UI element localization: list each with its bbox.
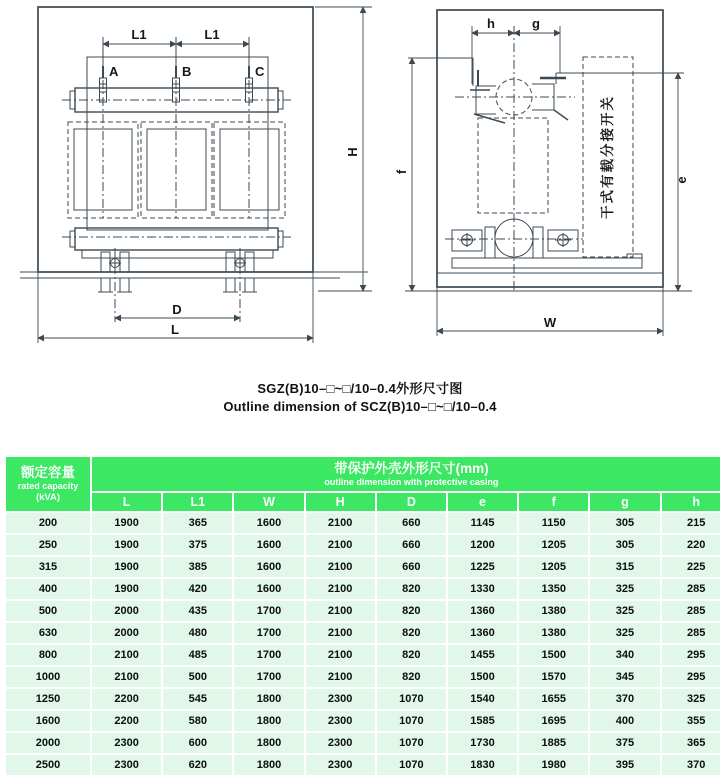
dim-cell: 2100 <box>306 557 375 577</box>
kva-cell: 2000 <box>6 733 90 753</box>
dim-cell: 1700 <box>234 623 303 643</box>
dim-cell: 1350 <box>519 579 588 599</box>
dim-cell: 1205 <box>519 535 588 555</box>
dim-cell: 820 <box>377 645 446 665</box>
dim-cell: 1540 <box>448 689 517 709</box>
dim-label-w: W <box>543 315 557 330</box>
table-row <box>6 711 720 731</box>
dim-cell: 2000 <box>92 623 161 643</box>
dim-cell: 395 <box>590 755 659 775</box>
dims-header-zh: 带保护外壳外形尺寸(mm) <box>334 460 489 476</box>
dimension-table <box>4 455 720 777</box>
dim-label-l: L <box>171 322 179 337</box>
coil-side <box>478 118 548 213</box>
dim-cell: 1200 <box>448 535 517 555</box>
kva-cell: 400 <box>6 579 90 599</box>
dim-cell: 2300 <box>92 755 161 775</box>
dim-cell: 1600 <box>234 557 303 577</box>
dim-cell: 325 <box>662 689 720 709</box>
dim-cell: 375 <box>590 733 659 753</box>
kva-cell: 1250 <box>6 689 90 709</box>
dim-cell: 325 <box>590 623 659 643</box>
dim-cell: 435 <box>163 601 232 621</box>
outline-dimension-drawing <box>0 0 720 372</box>
kva-cell: 2500 <box>6 755 90 775</box>
dim-label-d: D <box>172 302 182 317</box>
dim-cell: 1700 <box>234 645 303 665</box>
dim-cell: 1150 <box>519 513 588 533</box>
dim-cell: 1600 <box>234 513 303 533</box>
dim-cell: 600 <box>163 733 232 753</box>
dim-label-h-total: H <box>345 147 360 157</box>
dim-cell: 1360 <box>448 601 517 621</box>
column-header-row <box>6 493 720 511</box>
kva-cell: 500 <box>6 601 90 621</box>
column-header: D <box>377 493 446 511</box>
dim-cell: 2300 <box>306 755 375 775</box>
dim-cell: 2100 <box>306 535 375 555</box>
rated-capacity-en: rated capacity <box>17 481 79 491</box>
dim-cell: 1570 <box>519 667 588 687</box>
phase-label-a: A <box>109 64 119 79</box>
dim-cell: 660 <box>377 535 446 555</box>
phase-label-c: C <box>255 64 265 79</box>
dim-cell: 220 <box>662 535 720 555</box>
dim-cell: 315 <box>590 557 659 577</box>
dim-cell: 285 <box>662 579 720 599</box>
dim-cell: 1330 <box>448 579 517 599</box>
dim-cell: 480 <box>163 623 232 643</box>
dim-label-h-small: h <box>487 16 495 31</box>
table-row <box>6 623 720 643</box>
dim-cell: 2300 <box>306 733 375 753</box>
dim-cell: 1900 <box>92 579 161 599</box>
column-header: H <box>306 493 375 511</box>
dim-cell: 1885 <box>519 733 588 753</box>
dim-cell: 1500 <box>448 667 517 687</box>
caption-line-en: Outline dimension of SCZ(B)10–□~□/10–0.4 <box>223 399 497 414</box>
column-header: L1 <box>163 493 232 511</box>
dim-cell: 365 <box>662 733 720 753</box>
dim-cell: 295 <box>662 645 720 665</box>
dim-cell: 385 <box>163 557 232 577</box>
dim-cell: 2100 <box>306 601 375 621</box>
dim-cell: 1800 <box>234 711 303 731</box>
dim-cell: 485 <box>163 645 232 665</box>
dim-cell: 1145 <box>448 513 517 533</box>
inner-casing-outline <box>87 57 268 230</box>
dim-cell: 1070 <box>377 711 446 731</box>
kva-cell: 1000 <box>6 667 90 687</box>
wheel-assembly-left <box>98 248 132 322</box>
kva-cell: 200 <box>6 513 90 533</box>
dims-header-en: outline dimension with protective casing <box>324 476 499 487</box>
kva-cell: 315 <box>6 557 90 577</box>
dim-cell: 1830 <box>448 755 517 775</box>
dim-label-g: g <box>532 16 540 31</box>
dim-cell: 545 <box>163 689 232 709</box>
dim-cell: 820 <box>377 601 446 621</box>
side-view <box>394 10 692 336</box>
dim-cell: 660 <box>377 557 446 577</box>
dim-cell: 1600 <box>234 535 303 555</box>
dim-cell: 2100 <box>306 645 375 665</box>
dim-cell: 1585 <box>448 711 517 731</box>
dim-cell: 345 <box>590 667 659 687</box>
dim-cell: 225 <box>662 557 720 577</box>
rated-capacity-zh: 额定容量 <box>21 465 75 480</box>
terminal-bracket-left <box>470 58 505 123</box>
dim-cell: 620 <box>163 755 232 775</box>
dimension-lines-side <box>408 26 684 336</box>
table-row <box>6 689 720 709</box>
dim-cell: 355 <box>662 711 720 731</box>
bushing-a <box>100 37 107 218</box>
dim-cell: 400 <box>590 711 659 731</box>
dim-cell: 1380 <box>519 601 588 621</box>
dim-cell: 1360 <box>448 623 517 643</box>
figure-caption <box>0 380 720 416</box>
bushing-c <box>246 37 253 218</box>
dim-cell: 325 <box>590 579 659 599</box>
table-row <box>6 667 720 687</box>
dim-cell: 215 <box>662 513 720 533</box>
dim-cell: 1900 <box>92 535 161 555</box>
kva-cell: 800 <box>6 645 90 665</box>
rated-capacity-unit: (kVA) <box>35 492 61 503</box>
dim-cell: 305 <box>590 535 659 555</box>
dim-cell: 2100 <box>306 579 375 599</box>
dim-cell: 1225 <box>448 557 517 577</box>
tap-changer-label: 干式有载分接开关 <box>600 95 615 219</box>
dim-cell: 365 <box>163 513 232 533</box>
wheel-assembly-right <box>223 248 257 322</box>
phase-label-b: B <box>182 64 192 79</box>
dim-cell: 580 <box>163 711 232 731</box>
dim-cell: 1070 <box>377 755 446 775</box>
dim-cell: 1500 <box>519 645 588 665</box>
dim-cell: 1700 <box>234 601 303 621</box>
column-header: e <box>448 493 517 511</box>
column-header: g <box>590 493 659 511</box>
dim-cell: 2200 <box>92 711 161 731</box>
dim-cell: 1800 <box>234 755 303 775</box>
dim-cell: 1600 <box>234 579 303 599</box>
dim-cell: 1700 <box>234 667 303 687</box>
caption-line-zh: SGZ(B)10–□~□/10–0.4外形尺寸图 <box>257 381 463 396</box>
dim-cell: 325 <box>590 601 659 621</box>
dim-cell: 1800 <box>234 733 303 753</box>
casing-outline-side <box>437 10 663 287</box>
dim-label-f: f <box>394 169 409 175</box>
table-row <box>6 579 720 599</box>
dim-cell: 420 <box>163 579 232 599</box>
dim-cell: 820 <box>377 667 446 687</box>
dim-cell: 1980 <box>519 755 588 775</box>
table-row <box>6 601 720 621</box>
dim-cell: 285 <box>662 601 720 621</box>
dim-cell: 1900 <box>92 513 161 533</box>
kva-cell: 630 <box>6 623 90 643</box>
rated-capacity-header <box>6 457 90 511</box>
dim-cell: 1655 <box>519 689 588 709</box>
dim-cell: 1730 <box>448 733 517 753</box>
kva-cell: 250 <box>6 535 90 555</box>
dim-cell: 1070 <box>377 733 446 753</box>
column-header: h <box>662 493 720 511</box>
dim-label-e: e <box>674 176 689 184</box>
dim-cell: 2100 <box>306 667 375 687</box>
table-row <box>6 557 720 577</box>
dim-cell: 1800 <box>234 689 303 709</box>
dim-cell: 1205 <box>519 557 588 577</box>
dim-cell: 2200 <box>92 689 161 709</box>
front-view <box>20 7 372 343</box>
dim-cell: 1900 <box>92 557 161 577</box>
table-row <box>6 755 720 775</box>
dim-label-l1-left: L1 <box>131 27 147 42</box>
dim-cell: 2300 <box>306 689 375 709</box>
dim-cell: 2100 <box>306 513 375 533</box>
dim-cell: 820 <box>377 579 446 599</box>
table-row <box>6 733 720 753</box>
table-row <box>6 535 720 555</box>
dim-cell: 820 <box>377 623 446 643</box>
dim-cell: 285 <box>662 623 720 643</box>
dim-cell: 1380 <box>519 623 588 643</box>
dim-cell: 1455 <box>448 645 517 665</box>
column-header: W <box>234 493 303 511</box>
bushing-b <box>173 37 180 218</box>
dim-cell: 370 <box>662 755 720 775</box>
dim-cell: 1695 <box>519 711 588 731</box>
dim-cell: 2300 <box>92 733 161 753</box>
dim-cell: 2100 <box>92 667 161 687</box>
dimension-table-wrap <box>4 455 717 777</box>
column-header: f <box>519 493 588 511</box>
dim-cell: 340 <box>590 645 659 665</box>
table-row <box>6 513 720 533</box>
dims-header <box>92 457 720 491</box>
table-row <box>6 645 720 665</box>
dim-cell: 370 <box>590 689 659 709</box>
dim-cell: 375 <box>163 535 232 555</box>
table-body <box>6 513 720 775</box>
kva-cell: 1600 <box>6 711 90 731</box>
column-header: L <box>92 493 161 511</box>
dim-cell: 305 <box>590 513 659 533</box>
dim-cell: 2100 <box>92 645 161 665</box>
dim-cell: 2100 <box>306 623 375 643</box>
dim-label-l1-right: L1 <box>204 27 220 42</box>
dim-cell: 295 <box>662 667 720 687</box>
dim-cell: 2000 <box>92 601 161 621</box>
dim-cell: 2300 <box>306 711 375 731</box>
dim-cell: 660 <box>377 513 446 533</box>
dim-cell: 500 <box>163 667 232 687</box>
dim-cell: 1070 <box>377 689 446 709</box>
